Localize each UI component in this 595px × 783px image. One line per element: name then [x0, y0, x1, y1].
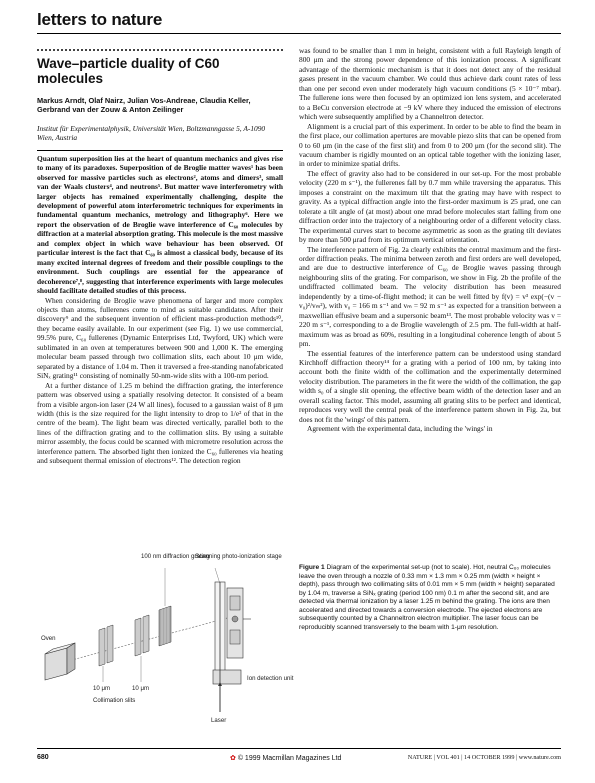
figure-caption — [299, 564, 561, 632]
left-column — [37, 54, 283, 466]
body-paragraph: was found to be smaller than 1 mm in height, consistent with a full Rayleigh length of 800 μm and the strong power dependence of this ionization process. A significant advantage of the thermionic mechanism is that it does not detect any of the residual gases present in the vacuum chamber. We could thus achieve dark count rates of less than one per second even under moderately high vacuum conditions (5 × 10⁻⁷ mbar). The fullerene ions were then focused by an optimized ion lens system, and accelerated to a BeCu conversion electrode at −9 kV where they induced the emission of electrons which were subsequently amplified by a Channeltron detector. — [299, 46, 561, 122]
body-paragraph: Alignment is a crucial part of this experiment. In order to be able to find the beam in the first place, our collimation apertures are movable piezo slits that can be opened from 0 to 60 μm (in the case of the first slit) and from 0 to 200 μm (for the second slit). The vacuum chamber is rigidly mounted on an optical table together with the ionizing laser, in order to minimize spatial drifts. — [299, 121, 561, 169]
article-title: Wave–particle duality of C60 molecules — [37, 56, 220, 86]
body-paragraph: The effect of gravity also had to be considered in our set-up. For the most probable velocity (220 m s⁻¹), the fullerenes fall by 0.7 mm while traversing the apparatus. This imposes a constraint on the maximum tilt that the grating may have with respect to gravity. As a typical diffraction angle into the first-order maximum is 25 μrad, one can tolerate a tilt angle of (at most) about one mrad before molecules start falling from one diffraction order into the trajectory of a neighbouring order of a different velocity class. The experimental curves start to become asymmetric as soon as the grating tilt deviates by more than 500 μrad from its optimum vertical orientation. — [299, 168, 561, 245]
oven-label: Oven — [41, 635, 56, 642]
copyright-text: © 1999 Macmillan Magazines Ltd — [237, 755, 342, 762]
abstract — [37, 150, 283, 296]
title-dotted-rule — [37, 49, 283, 51]
section-header: letters to nature — [37, 10, 163, 29]
figure-1-diagram — [37, 552, 294, 724]
caption-label: Figure 1 — [299, 564, 325, 571]
body-paragraph: When considering de Broglie wave phenomena of larger and more complex objects than atoms, fullerenes come to mind as suitable candidates. After their discovery⁹ and the subsequent invention of efficient mass-production methods¹⁰, they became easily available. In our experiment (see Fig. 1) we use commercial, 99.5% pure, C₆₀ fullerenes (Dynamic Enterprises Ltd, Twyford, UK) which were sublimated in an oven at temperatures between 900 and 1,000 K. The emerging molecular beam passed through two collimation slits, each about 10 μm wide, separated by a distance of 1.04 m. Then it traversed a free-standing nanofabricated SiNₓ grating¹¹ consisting of nominally 50-nm-wide slits with a 100-nm period. — [37, 295, 283, 381]
header-rule — [37, 33, 561, 34]
journal-info: NATURE | VOL 401 | 14 OCTOBER 1999 | www.nature.com — [407, 754, 561, 761]
slit2-width-label: 10 μm — [132, 685, 150, 692]
scanning-leader — [215, 568, 220, 584]
slit1-width-label: 10 μm — [93, 685, 111, 692]
oven-shape — [45, 643, 75, 680]
author-list: Markus Arndt, Olaf Nairz, Julian Vos-Andreae, Claudia Keller, Gerbrand van der Zouw & Anton Zeilinger — [37, 96, 251, 115]
affiliation: Institut für Experimentalphysik, Universität Wien, Boltzmanngasse 5, A-1090 Wien, Austria — [37, 123, 266, 143]
scanning-label: Scanning photo-ionization stage — [195, 553, 282, 560]
right-column — [299, 46, 561, 434]
footer-rule — [37, 748, 561, 749]
diffraction-grating — [159, 606, 171, 646]
beam-path — [57, 614, 242, 664]
collimation-slit-2 — [135, 615, 149, 656]
abstract-text: Quantum superposition lies at the heart of quantum mechanics and gives rise to many of its paradoxes. Superposition of de Broglie matter waves¹ has been observed for massive particles such as electrons², atoms and dimers³, small van der Waals clusters⁴, and neutrons⁵. But matter wave interferometry with larger objects has remained experimentally challenging, despite the development of powerful atom interferometric techniques for experiments in fundamental quantum mechanics, metrology and lithography⁶. Here we report the observation of de Broglie wave interference of C₆₀ molecules by diffraction at a material absorption grating. This molecule is the most massive and complex object in which wave behaviour has been observed. Of particular interest is the fact that C₆₀ is almost a classical body, because of its many excited internal degrees of freedom and their possible couplings to the environment. Such couplings are essential for the appearance of decoherence⁷,⁸, suggesting that interference experiments with large molecules should facilitate detailed studies of this process. — [37, 153, 283, 296]
body-paragraph: The interference pattern of Fig. 2a clearly exhibits the central maximum and the first-order diffraction peaks. The minima between zeroth and first orders are well developed, and are due to destructive interference of C₆₀ de Broglie waves passing through neighbouring slits of the grating. For comparison, we show in Fig. 2b the profile of the undiffracted collimated beam. The velocity distribution has been measured independently by a time-of-flight method; it can be well fitted by f(v) = v³ exp(−(v − v₀)²/vₘ²), with v₀ = 166 m s⁻¹ and vₘ = 92 m s⁻¹ as expected for a transition between a maxwellian effusive beam and a supersonic beam¹³. The most probable velocity was v = 220 m s⁻¹, corresponding to a de Broglie wavelength of 2.5 pm. The full-width at half-maximum was as broad as 60%, resulting in a longitudinal coherence length of about 5 pm. — [299, 244, 561, 349]
ion-detection-unit — [213, 582, 251, 684]
body-paragraph: Agreement with the experimental data, including the 'wings' in — [307, 424, 493, 434]
publisher-logo-icon: ✿ — [230, 755, 236, 762]
page-number: 680 — [37, 754, 49, 761]
body-paragraph: The essential features of the interference pattern can be understood using standard Kirchhoff diffraction theory¹⁴ for a grating with a period of 100 nm, by taking into account both the finite width of the collimation and the experimentally determined velocity distribution. The parameters in the fit were the width of the collimation, the gap width s₀ of a single slit opening, the effective beam width of the detection laser and an overall scaling factor. This model, assuming all grating slits to be perfect and identical, reproduces very well the central peak of the interference pattern shown in Fig. 2a, but does not fit the 'wings' of this pattern. — [299, 348, 561, 424]
ion-detection-label: Ion detection unit — [247, 675, 294, 682]
grating-label: 100 nm diffraction grating — [141, 553, 210, 560]
collimation-slit-1 — [99, 625, 113, 666]
caption-text: Diagram of the experimental set-up (not to scale). Hot, neutral C₆₀ molecules leave the oven through a nozzle of 0.33 mm × 1.3 mm × 0.25 mm (width × height × depth), pass through two collimating slits of 0.01 mm × 5 mm (width × height) separated by 1.04 m, traverse a SiNₓ grating (period 100 nm) 0.1 m after the second slit, and are detected via thermal ionization by a laser 1.25 m behind the grating. The ions are then accelerated and directed towards a conversion electrode. The ejected electrons are subsequently counted by a Channeltron electron multiplier. The laser focus can be reproducibly scanned transversely to the beam with 1-μm resolution. — [299, 564, 555, 631]
body-paragraph: At a further distance of 1.25 m behind the diffraction grating, the interference pattern was observed using a spatially resolving detector. It consisted of a beam from a visible argon-ion laser (24 W all lines), focused to a gaussian waist of 8 μm width (this is the size required for the light intensity to drop to 1/e² of that in the centre of the beam). The light beam was directed vertically, parallel both to the lines of the diffraction grating and to the collimation slits. By using a suitable mirror assembly, the focus could be scanned with micrometre resolution across the interference pattern. The absorbed light then ionized the C₆₀ fullerenes via heating and subsequent thermal emission of electrons¹². The detection region — [37, 380, 283, 466]
laser-label: Laser — [211, 717, 227, 724]
copyright — [230, 754, 341, 762]
collimation-label: Collimation slits — [93, 697, 136, 704]
